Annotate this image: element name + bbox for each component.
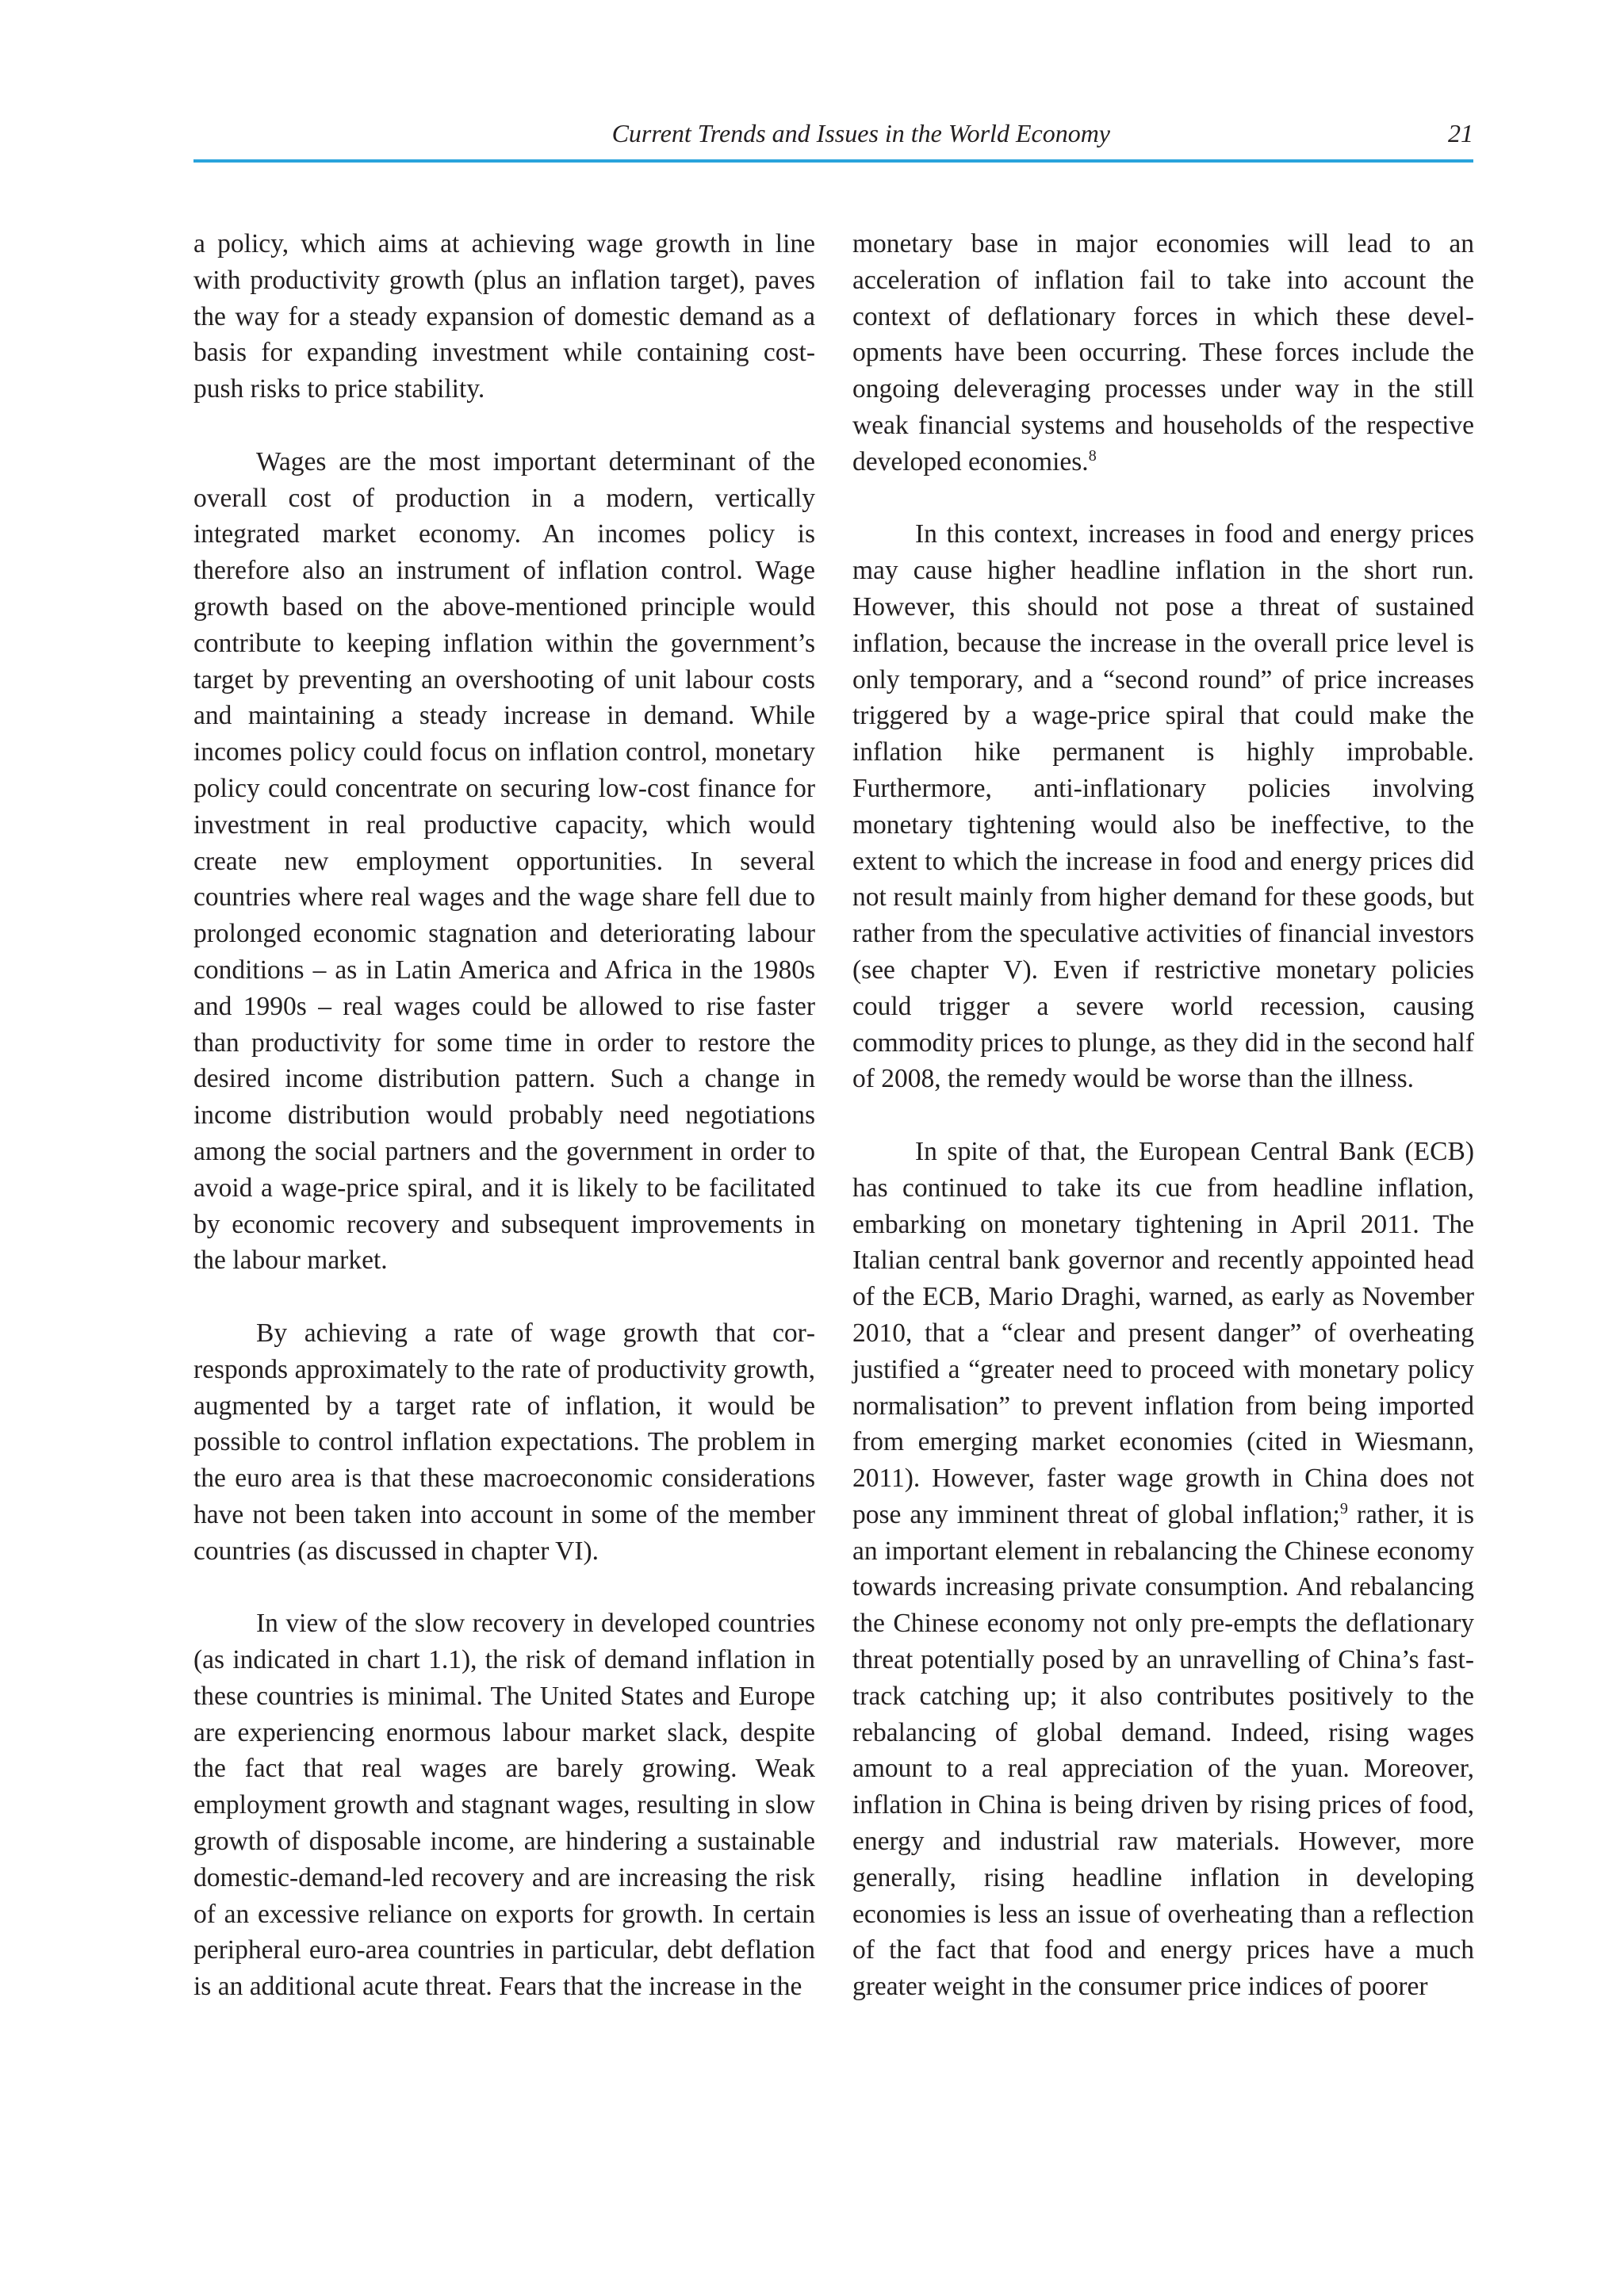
left-paragraph-2: Wages are the most important determinant of the overall cost of production in a modern, vertically integrated market economy. An incomes policy is therefore also an instrument of inflation control. Wage growth based on the above-mentioned principle would contribute to keeping inflation within the government’s target by preventing an overshooting of unit labour costs and maintaining a steady increase in demand. While incomes policy could focus on inflation control, monetary policy could concentrate on securing low-cost finance for investment in real productive capacity, which would create new employment opportunities. In several countries where real wages and the wage share fell due to prolonged economic stagnation and deteriorating labour conditions – as in Latin America and Africa in the 1980s and 1990s – real wages could be allowed to rise faster than productivity for some time in order to restore the desired income distribution pattern. Such a change in income distribution would probably need negotiations among the social partners and the government in order to avoid a wage-price spiral, and it is likely to be facilitated by economic recovery and subsequent improvements in the labour market. — [193, 446, 815, 1276]
right-column — [852, 226, 1474, 2005]
left-paragraph-1: a policy, which aims at achieving wage growth in line with productivity growth (plus an inflation target), paves the way for a steady expansion of domestic demand as a basis for expanding investment while containing cost-push risks to price stability. — [193, 229, 815, 404]
right-paragraph-2: In this context, increases in food and energy prices may cause higher headline inflation in the short run. However, this should not pose a threat of sustained inflation, because the increase in the overall price level is only temporary, and a “second round” of price increases triggered by a wage-price spiral that could make the inflation hike permanent is highly improbable. Furthermore, anti-inflationary policies involving monetary tightening would also be ineffective, to the extent to which the increase in food and energy prices did not result mainly from higher demand for these goods, but rather from the speculative activities of financial investors (see chapter V). Even if restrictive monetary policies could trigger a severe world recession, causing commodity prices to plunge, as they did in the second half of 2008, the remedy would be worse than the illness. — [852, 519, 1474, 1094]
right-paragraph-3 — [852, 1134, 1474, 2005]
running-header — [193, 111, 1473, 155]
left-column — [193, 226, 815, 2005]
right-paragraph-3-text-a: In spite of that, the European Central Bank (ECB) has continued to take its cue from headline inflation, embarking on monetary tightening in April 2011. The Italian central bank governor and recently appointed head of the ECB, Mario Draghi, warned, as early as November 2010, that a “clear and present danger” of overheating justified a “greater need to proceed with monetary policy normalisation” to prevent inflation from being imported from emerging market economies (cited in Wiesmann, 2011). However, faster wage growth in China does not pose any imminent threat of global inflation; — [852, 1136, 1474, 1529]
left-paragraph-4: In view of the slow recovery in developed countries (as indicated in chart 1.1), the risk of demand inflation in these countries is minimal. The United States and Europe are experiencing enormous labour market slack, despite the fact that real wages are barely growing. Weak employment growth and stagnant wages, resulting in slow growth of disposable income, are hindering a sustainable domestic-demand-led recovery and are increasing the risk of an excessive reliance on exports for growth. In certain peripheral euro-area countries in particular, debt deflation is an additional acute threat. Fears that the increase in the — [193, 1609, 815, 2002]
right-paragraph-1 — [852, 226, 1474, 480]
left-paragraph-3: By achieving a rate of wage growth that corresponds approximately to the rate of productivity growth, augmented by a target rate of inflation, it would be possible to control inflation expectations. The problem in the euro area is that these macroeconomic considerations have not been taken into account in some of the member countries (as discussed in chapter VI). — [193, 1318, 815, 1566]
running-header-title: Current Trends and Issues in the World Economy — [611, 119, 1110, 147]
footnote-marker-8[interactable]: 8 — [1088, 446, 1097, 465]
right-paragraph-1-text: monetary base in major economies will lead to an acceleration of inflation fail to take into account the context of deflationary forces in which these developments have been occurring. These forces include the ongoing deleveraging processes under way in the still weak financial systems and households of the respective developed economies. — [852, 229, 1474, 476]
right-paragraph-3-text-b: rather, it is an important element in rebalancing the Chinese economy towards increasing private consumption. And rebalancing the Chinese economy not only pre-empts the deflationary threat potentially posed by an unravelling of China’s fast-track catching up; it also contributes positively to the rebalancing of global demand. Indeed, rising wages amount to a real appreciation of the yuan. Moreover, inflation in China is being driven by rising prices of food, energy and industrial raw materials. However, more generally, rising headline inflation in developing economies is less an issue of overheating than a reflection of the fact that food and energy prices have a much greater weight in the consumer price indices of poorer — [852, 1499, 1474, 2002]
footnote-marker-9[interactable]: 9 — [1339, 1499, 1348, 1517]
page-number: 21 — [1448, 119, 1473, 147]
header-divider — [193, 159, 1473, 163]
